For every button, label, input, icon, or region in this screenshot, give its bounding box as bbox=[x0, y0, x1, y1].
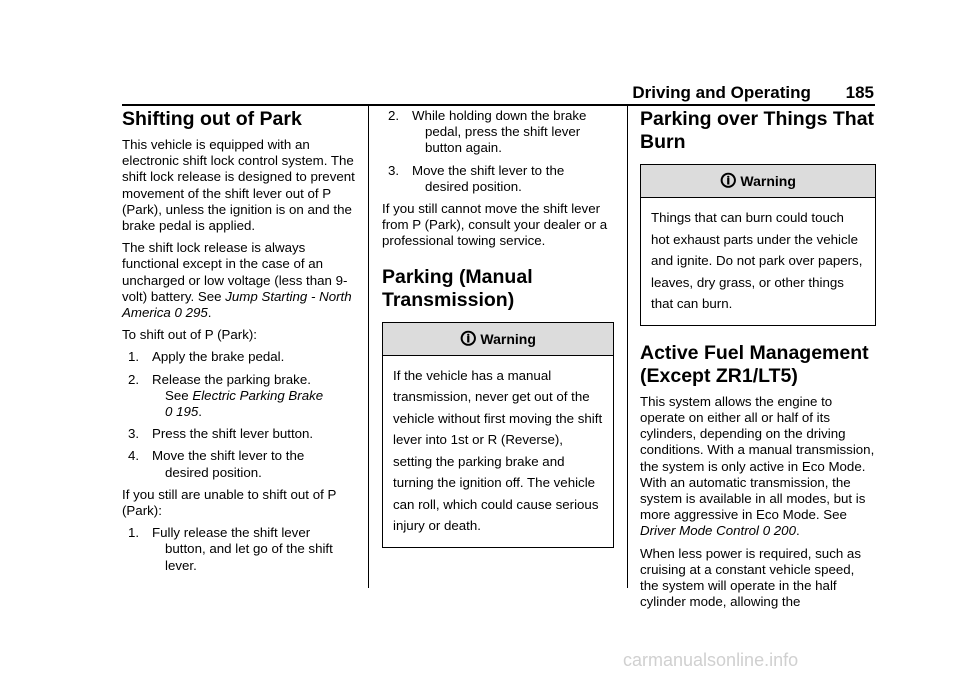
list-item bbox=[122, 372, 356, 421]
cross-reference-link[interactable]: Driver Mode Control bbox=[640, 523, 759, 539]
page-number: 185 bbox=[845, 83, 874, 102]
step-text: . bbox=[198, 404, 202, 420]
warning-label: Warning bbox=[480, 330, 536, 347]
warning-box bbox=[640, 164, 876, 326]
column-2 bbox=[382, 108, 614, 548]
warning-header bbox=[383, 323, 613, 356]
paragraph: If you still cannot move the shift lever from P (Park), consult your dealer or a professional towing service. bbox=[382, 201, 608, 249]
watermark: carmanualsonline.info bbox=[623, 650, 799, 670]
section-title-shifting-out-of-park: Shifting out of Park bbox=[122, 108, 302, 130]
step-text: Release the parking brake. bbox=[152, 371, 311, 387]
paragraph-text: This system allows the engine to operate on either all or half of its cylinders, depending on the driving conditions. With a manual transmission, the system is only active in Eco Mode. With an automatic transmission, the system is available in all modes, but is more aggressive in Eco Mode. See bbox=[640, 393, 875, 523]
step-text: See bbox=[165, 387, 193, 403]
step-continuation: desired position. bbox=[425, 178, 522, 194]
header-section-title: Driving and Operating bbox=[632, 83, 811, 102]
paragraph: This vehicle is equipped with an electronic shift lock control system. The shift lock release is designed to prevent movement of the shift lever out of P (Park), unless the ignition is on and the brake pedal is applied. bbox=[122, 137, 355, 234]
paragraph-text: . bbox=[795, 523, 800, 539]
section-title-active-fuel-management: Active Fuel Management (Except ZR1/LT5) bbox=[640, 341, 869, 387]
warning-text: If the vehicle has a manual transmission, never get out of the vehicle without first moving the shift lever into 1st or R (Reverse), setting the parking brake and turning the ignition off. The vehicle can roll, which could cause serious injury or death. bbox=[393, 367, 603, 534]
header-rule bbox=[122, 104, 875, 106]
warning-label: Warning bbox=[740, 173, 796, 189]
step-number: 2. bbox=[128, 371, 140, 387]
column-divider-2 bbox=[627, 104, 628, 588]
page-reference[interactable]: 0 200 bbox=[762, 523, 796, 539]
paragraph: To shift out of P (Park): bbox=[122, 327, 257, 343]
section-title-parking-over-things: Parking over Things That Burn bbox=[640, 108, 875, 153]
step-continuation: desired position. bbox=[165, 464, 262, 480]
paragraph bbox=[122, 240, 356, 321]
warning-text: Things that can burn could touch hot exhaust parts under the vehicle and ignite. Do not park over papers, leaves, dry grass, or other things that can burn. bbox=[651, 210, 863, 312]
column-divider-1 bbox=[368, 104, 369, 588]
step-number: 2. bbox=[388, 108, 400, 123]
step-continuation: button, and let go of the shift lever. bbox=[165, 541, 333, 573]
section-title-parking-manual: Parking (Manual Transmission) bbox=[382, 265, 533, 311]
step-text: Apply the brake pedal. bbox=[152, 349, 285, 365]
step-number: 4. bbox=[128, 448, 140, 464]
step-number: 3. bbox=[128, 426, 140, 442]
cross-reference-link[interactable]: Electric Parking Brake bbox=[192, 387, 324, 403]
step-text: While holding down the brake bbox=[412, 108, 587, 123]
list-item bbox=[122, 525, 356, 574]
step-text: Press the shift lever button. bbox=[152, 426, 314, 442]
cross-reference-link[interactable]: Jump Starting - North America bbox=[122, 288, 352, 321]
page-reference[interactable]: 0 295 bbox=[174, 305, 208, 321]
paragraph: If you still are unable to shift out of P (Park): bbox=[122, 486, 337, 519]
column-1 bbox=[122, 108, 356, 580]
column-3 bbox=[640, 108, 876, 616]
list-item bbox=[122, 448, 356, 480]
page-reference[interactable]: 0 195 bbox=[165, 404, 199, 420]
step-number: 1. bbox=[128, 349, 140, 365]
list-item bbox=[382, 108, 614, 157]
paragraph: When less power is required, such as cruising at a constant vehicle speed, the system will operate in the half cylinder mode, allowing the bbox=[640, 545, 861, 610]
step-text: Fully release the shift lever bbox=[152, 525, 311, 541]
warning-icon: 🛈 bbox=[460, 330, 477, 348]
step-continuation bbox=[152, 388, 356, 420]
paragraph bbox=[640, 394, 876, 540]
step-text: Move the shift lever to the bbox=[152, 448, 305, 464]
step-number: 1. bbox=[128, 525, 140, 541]
list-item bbox=[122, 349, 356, 365]
step-continuation: pedal, press the shift lever button again. bbox=[425, 124, 581, 156]
list-item bbox=[382, 163, 614, 195]
paragraph-text: The shift lock release is always functional except in the case of an uncharged or low voltage (less than 9-volt) battery. See bbox=[122, 240, 348, 304]
paragraph-text: . bbox=[207, 305, 212, 321]
warning-header bbox=[641, 165, 875, 198]
list-item bbox=[122, 426, 356, 442]
warning-icon: 🛈 bbox=[720, 173, 737, 190]
warning-box bbox=[382, 322, 614, 548]
page-header bbox=[632, 83, 874, 103]
step-text: Move the shift lever to the bbox=[412, 162, 565, 178]
step-number: 3. bbox=[388, 162, 400, 178]
